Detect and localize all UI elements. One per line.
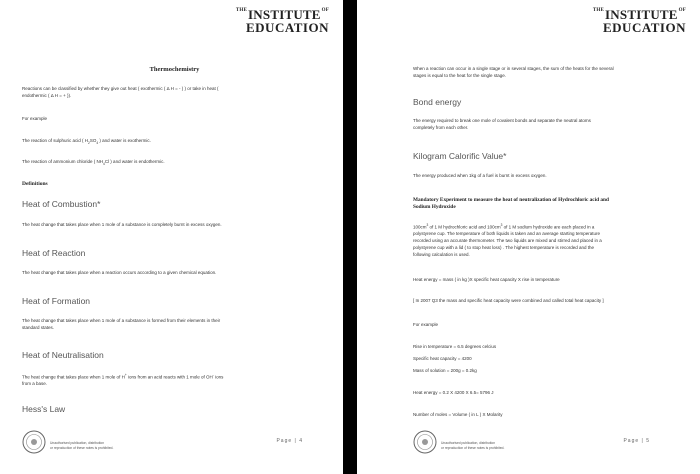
footer-note: Unauthorised publication, distribution or reproduction of these notes is prohibited. bbox=[50, 441, 114, 450]
page-number: Page | 4 bbox=[276, 438, 303, 444]
specific-heat-capacity: Specific heat capacity = 4200 bbox=[413, 356, 472, 361]
paragraph-neutralisation: The heat change that takes place when 1 mole of H+ ions from an acid reacts with 1 mole of OH- ions from a base. bbox=[22, 373, 224, 387]
footer-note: Unauthorised publication, distribution or reproduction of these notes is prohibited. bbox=[441, 441, 505, 450]
paragraph-reaction: The heat change that takes place when a reaction occurs according to a given chemical equation. bbox=[22, 270, 217, 275]
heading-hess-law: Hess's Law bbox=[22, 404, 66, 414]
document-page-4 bbox=[0, 0, 343, 474]
page-number: Page | 5 bbox=[623, 438, 650, 444]
heading-heat-of-formation: Heat of Formation bbox=[22, 296, 91, 306]
hess-paragraph: When a reaction can occur in a single stage or in several stages, the sum of the heats for the several stages is equal to the heat for the single stage. bbox=[413, 66, 614, 78]
exam-note: [ In 2007 Q3 the mass and specific heat capacity were combined and called total heat capacity ] bbox=[413, 298, 604, 303]
page-title: Thermochemistry bbox=[149, 66, 200, 73]
rise-in-temperature: Rise in temperature = 6.5 degrees celcius bbox=[413, 344, 497, 349]
heading-heat-of-neutralisation: Heat of Neutralisation bbox=[22, 350, 104, 360]
heat-energy-formula: Heat energy = mass ( in kg )X specific heat capacity X rise in temperature bbox=[413, 277, 560, 282]
example-exothermic: The reaction of sulphuric acid ( $H_2SO_4$ ) and water is exothermic. bbox=[22, 138, 151, 145]
heat-energy-calculation: Heat energy = 0.2 X 4200 X 6.5= 5796 J bbox=[413, 390, 494, 395]
intro-paragraph: Reactions can be classified by whether they give out heat ( exothermic ( Δ H = - ) ) or take in heat ( endothermic ( Δ H = + )). bbox=[22, 86, 219, 98]
paragraph-bond-energy: The energy required to break one mole of covalent bonds and separate the neutral atoms completely from each other. bbox=[413, 118, 591, 130]
heading-bond-energy: Bond energy bbox=[413, 97, 462, 107]
document-page-5 bbox=[357, 0, 700, 474]
seal-icon bbox=[413, 430, 437, 454]
experiment-paragraph: $100cm^3$ of 1 M hydrochloric acid and $100cm^3$ of 1 M sodium hydroxide are each placed in a polystyrene cup. The temperature of both liquids is taken and an average starting temperature recorded using an accurate thermometer. The two liquids are mixed and stirred and placed in a polystyrene cup with a lid ( to stop heat loss) . The highest temperature is recorded and the following calculation is used. bbox=[413, 223, 602, 257]
paragraph-formation: The heat change that takes place when 1 mole of a substance is formed from their elements in their standard states. bbox=[22, 318, 221, 330]
number-of-moles: Number of moles = Volume ( in L ) X Molarity bbox=[413, 412, 503, 417]
mass-of-solution: Mass of solution = 200g = 0.2kg bbox=[413, 368, 477, 373]
heading-heat-of-combustion: Heat of Combustion* bbox=[22, 199, 101, 209]
definitions-heading: Definitions bbox=[22, 181, 48, 187]
heading-heat-of-reaction: Heat of Reaction bbox=[22, 248, 86, 258]
for-example-label: For example bbox=[413, 322, 439, 327]
paragraph-kilogram-calorific: The energy produced when 1kg of a fuel is burnt in excess oxygen. bbox=[413, 173, 547, 178]
paragraph-combustion: The heat change that takes place when 1 mole of a substance is completely burnt in excess oxygen. bbox=[22, 222, 222, 227]
institute-logo: $^{THE}INSTITUTE^{OF}$ EDUCATION bbox=[592, 7, 686, 35]
example-endothermic: The reaction of ammonium chloride ( $NH_4Cl$ ) and water is endothermic. bbox=[22, 159, 165, 166]
seal-icon bbox=[22, 430, 46, 454]
mandatory-experiment-heading: Mandatory Experiment to measure the heat of neutralization of Hydrochloric acid and Sodium Hydroxide bbox=[413, 197, 609, 210]
for-example-label: For example bbox=[22, 116, 48, 121]
institute-logo: $^{THE}INSTITUTE^{OF}$ EDUCATION bbox=[235, 7, 329, 35]
heading-kilogram-calorific-value: Kilogram Calorific Value* bbox=[413, 151, 507, 161]
